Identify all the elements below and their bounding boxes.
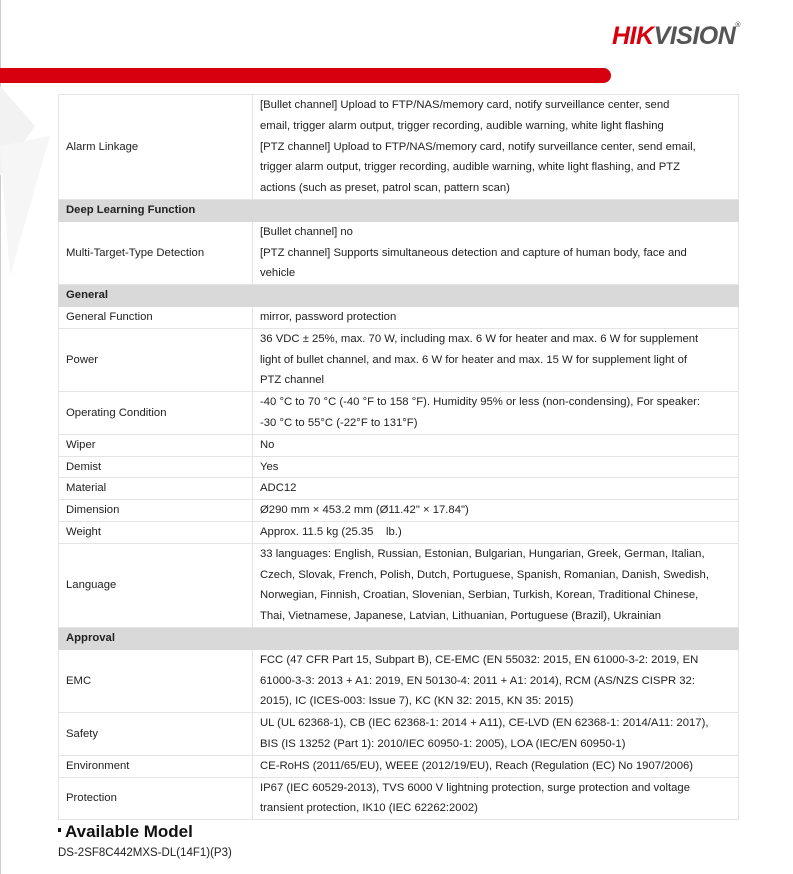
spec-value-line: Yes <box>260 460 279 473</box>
spec-value-line: 36 VDC ± 25%, max. 70 W, including max. 6 W for heater and max. 6 W for supplement <box>260 332 699 345</box>
spec-value-line: mirror, password protection <box>260 310 397 323</box>
spec-value-line: [PTZ channel] Upload to FTP/NAS/memory card, notify surveillance center, send email, <box>260 140 696 153</box>
spec-value <box>253 328 739 391</box>
spec-value-line: Ø290 mm × 453.2 mm (Ø11.42" × 17.84") <box>260 504 469 517</box>
spec-label: Dimension <box>59 500 253 522</box>
spec-value <box>253 543 739 627</box>
spec-value-line: actions (such as preset, patrol scan, pattern scan) <box>260 182 510 195</box>
spec-value <box>253 521 739 543</box>
table-row <box>59 500 739 522</box>
spec-label: Environment <box>59 755 253 777</box>
table-row <box>59 521 739 543</box>
spec-value-line: Thai, Vietnamese, Japanese, Latvian, Lithuanian, Portuguese (Brazil), Ukrainian <box>260 610 662 623</box>
spec-label: Protection <box>59 777 253 820</box>
spec-value-line: light of bullet channel, and max. 6 W for heater and max. 15 W for supplement light of <box>260 353 687 366</box>
spec-value <box>253 777 739 820</box>
section-header <box>59 627 739 649</box>
spec-label: Alarm Linkage <box>59 95 253 200</box>
spec-label: Power <box>59 328 253 391</box>
table-row <box>59 456 739 478</box>
spec-label: Weight <box>59 521 253 543</box>
table-row <box>59 328 739 391</box>
spec-value-line: 2015), IC (ICES-003: Issue 7), KC (KN 32: 2015, KN 35: 2015) <box>260 695 574 708</box>
spec-value-line: PTZ channel <box>260 374 325 387</box>
spec-value-line: transient protection, IK10 (IEC 62262:2002) <box>260 802 478 815</box>
spec-value-line: FCC (47 CFR Part 15, Subpart B), CE-EMC (EN 55032: 2015, EN 61000-3-2: 2019, EN <box>260 653 699 666</box>
spec-value-line: [Bullet channel] no <box>260 225 353 238</box>
spec-value <box>253 755 739 777</box>
spec-value-line: UL (UL 62368-1), CB (IEC 62368-1: 2014 + A11), CE-LVD (EN 62368-1: 2014/A11: 2017), <box>260 717 709 730</box>
spec-value <box>253 500 739 522</box>
table-row <box>59 543 739 627</box>
spec-value <box>253 649 739 712</box>
spec-label: General Function <box>59 306 253 328</box>
spec-value <box>253 392 739 435</box>
spec-value <box>253 456 739 478</box>
spec-value-line: trigger alarm output, trigger recording, audible warning, white light flashing, and PTZ <box>260 161 681 174</box>
spec-value-line: [PTZ channel] Supports simultaneous detection and capture of human body, face and <box>260 246 687 259</box>
spec-value-line: No <box>260 438 275 451</box>
spec-value-line: -30 °C to 55°C (-22°F to 131°F) <box>260 416 418 429</box>
table-row <box>59 755 739 777</box>
spec-value-line: CE-RoHS (2011/65/EU), WEEE (2012/19/EU), Reach (Regulation (EC) No 1907/2006) <box>260 759 694 772</box>
hikvision-logo: HIKVISION® <box>612 22 740 50</box>
section-title: Approval <box>59 627 739 649</box>
header-red-bar <box>0 68 611 83</box>
table-row <box>59 434 739 456</box>
spec-label: Language <box>59 543 253 627</box>
spec-value <box>253 306 739 328</box>
spec-label: Demist <box>59 456 253 478</box>
spec-value-line: IP67 (IEC 60529-2013), TVS 6000 V lightning protection, surge protection and voltage <box>260 781 690 794</box>
spec-label: EMC <box>59 649 253 712</box>
table-row <box>59 649 739 712</box>
spec-value <box>253 713 739 756</box>
spec-label: Wiper <box>59 434 253 456</box>
table-row <box>59 221 739 284</box>
table-row <box>59 95 739 200</box>
table-row <box>59 306 739 328</box>
spec-value <box>253 478 739 500</box>
spec-value-line: 33 languages: English, Russian, Estonian, Bulgarian, Hungarian, Greek, German, Italian, <box>260 547 705 560</box>
table-row <box>59 713 739 756</box>
spec-value-line: BIS (IS 13252 (Part 1): 2010/IEC 60950-1: 2005), LOA (IEC/EN 60950-1) <box>260 737 626 750</box>
section-title: General <box>59 285 739 307</box>
spec-value-line: Norwegian, Finnish, Croatian, Slovenian, Serbian, Turkish, Korean, Traditional Chinese, <box>260 589 699 602</box>
section-header <box>59 199 739 221</box>
spec-value <box>253 221 739 284</box>
bullet-icon <box>58 828 61 832</box>
section-title: Deep Learning Function <box>59 199 739 221</box>
spec-value-line: email, trigger alarm output, trigger recording, audible warning, white light flashing <box>260 119 664 132</box>
spec-value-line: -40 °C to 70 °C (-40 °F to 158 °F). Humidity 95% or less (non-condensing), For speaker: <box>260 396 700 409</box>
spec-label: Safety <box>59 713 253 756</box>
spec-value-line: [Bullet channel] Upload to FTP/NAS/memory card, notify surveillance center, send <box>260 99 670 111</box>
spec-value-line: 61000-3-3: 2013 + A1: 2019, EN 50130-4: 2011 + A1: 2014), RCM (AS/NZS CISPR 32: <box>260 674 695 687</box>
table-row <box>59 392 739 435</box>
spec-value-line: Czech, Slovak, French, Polish, Dutch, Portuguese, Spanish, Romanian, Danish, Swedish, <box>260 568 709 581</box>
spec-value-line: vehicle <box>260 267 296 280</box>
model-number: DS-2SF8C442MXS-DL(14F1)(P3) <box>58 847 232 859</box>
available-model-heading: Available Model <box>58 822 193 842</box>
spec-label: Multi-Target-Type Detection <box>59 221 253 284</box>
spec-value <box>253 434 739 456</box>
spec-label: Operating Condition <box>59 392 253 435</box>
spec-value-line: Approx. 11.5 kg (25.35 lb.) <box>260 525 402 538</box>
decorative-watermark <box>0 86 60 276</box>
section-header <box>59 285 739 307</box>
table-row <box>59 777 739 820</box>
spec-table <box>58 94 739 820</box>
table-row <box>59 478 739 500</box>
spec-value <box>253 95 739 200</box>
spec-value-line: ADC12 <box>260 482 297 495</box>
spec-label: Material <box>59 478 253 500</box>
